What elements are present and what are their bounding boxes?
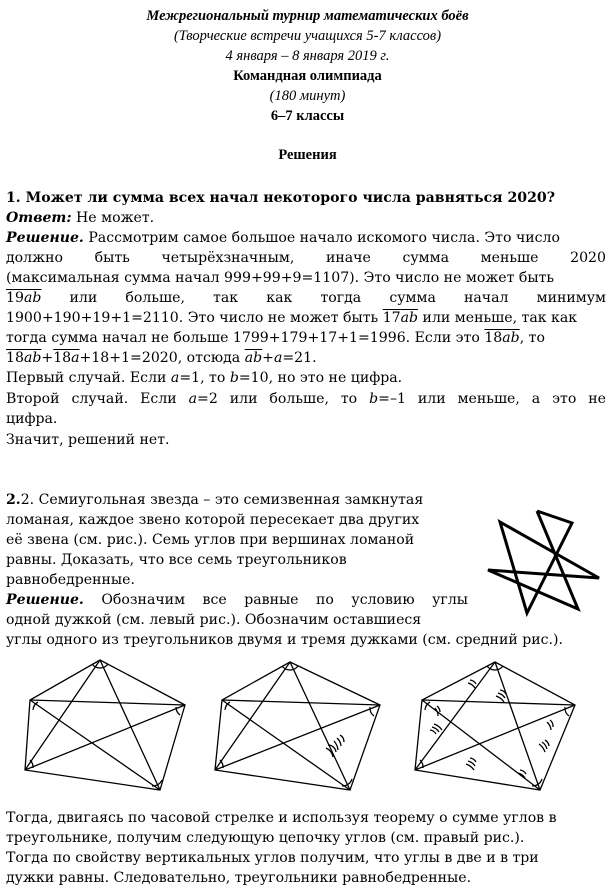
problem-1-line: (максимальная сумма начал 999+99+9=1107). Это число не может быть (6, 270, 555, 286)
problem-2-line: её звена (см. рис.). Семь углов при вершинах ломаной (6, 532, 415, 548)
tournament-subtitle: (Творческие встречи учащихся 5-7 классов) (173, 28, 442, 44)
overlined-number: $\overline{ab}$ (244, 350, 263, 366)
problem-1-line: Значит, решений нет. (6, 432, 170, 448)
tournament-title: Межрегиональный турнир математических боёв (146, 8, 469, 24)
answer-text: Не может. (71, 210, 155, 226)
overlined-number: 18a (53, 350, 80, 366)
olympiad-type: Командная олимпиада (233, 68, 382, 84)
problem-2-line: ломаная, каждое звено которой пересекает два других (6, 512, 420, 528)
problem-2-line: равнобедренные. (6, 572, 135, 588)
overlined-number: 17ab (382, 310, 419, 326)
problem-1-line: Первый случай. Если a=1, то b=10, но это не цифра. (6, 370, 403, 386)
problem-1-question: 1. Может ли сумма всех начал некоторого числа равняться 2020? (6, 190, 555, 206)
diagram-middle (215, 662, 380, 790)
problem-2-line: равны. Доказать, что все семь треугольников (6, 552, 347, 568)
tournament-dates: 4 января – 8 января 2019 г. (225, 48, 390, 64)
problem-1-solution-line: Решение. Рассмотрим самое большое начало искомого числа. Это число (6, 230, 560, 246)
problem-1-line: Второй случай. Если a=2 или больше, то b=–1 или меньше, а это не (6, 391, 606, 407)
problem-1-line: 19ab или больше, так как тогда сумма начал минимум (6, 290, 606, 306)
problem-2-line: одной дужкой (см. левый рис.). Обозначим оставшиеся (6, 612, 422, 628)
problem-2-line: углы одного из треугольников двумя и тремя дужками (см. средний рис.). (6, 632, 563, 648)
problem-2-line: треугольнике, получим следующую цепочку углов (см. правый рис.). (6, 830, 525, 846)
problem-1-line: тогда сумма начал не больше 1799+179+17+1=1996. Если это 18ab, то (6, 330, 545, 346)
overlined-number: 19ab (6, 290, 42, 306)
duration: (180 минут) (269, 88, 346, 104)
problem-1-line: 1900+190+19+1=2110. Это число не может быть 17ab или меньше, так как (6, 310, 578, 326)
overlined-number: 18ab (6, 350, 42, 366)
problem-2-solution-line: Решение. Обозначим все равные по условию углы (6, 592, 468, 608)
problem-2-line: Тогда по свойству вертикальных углов получим, что углы в две и в три (6, 850, 539, 866)
diagram-right (415, 662, 575, 790)
problem-2-line: дужки равны. Следовательно, треугольники равнобедренные. (6, 870, 472, 886)
problem-1-line: 18ab+18a+18+1=2020, отсюда $\overline{ab}+a=21$. (6, 350, 317, 366)
solution-label: Решение. (6, 592, 84, 608)
problem-1-line: цифра. (6, 411, 58, 427)
problem-2-line: 2.2. Семиугольная звезда – это семизвенная замкнутая (6, 492, 424, 508)
diagram-left (25, 660, 185, 790)
grades: 6–7 классы (270, 108, 345, 124)
overlined-number: 18ab (484, 330, 520, 346)
answer-label: Ответ: (6, 210, 72, 226)
problem-2-line: Тогда, двигаясь по часовой стрелке и используя теорему о сумме углов в (6, 810, 557, 826)
solution-label: Решение. (6, 230, 84, 246)
problem-1-line: должно быть четырёхзначным, иначе сумма меньше 2020 (6, 250, 606, 266)
section-title: Решения (278, 147, 337, 163)
